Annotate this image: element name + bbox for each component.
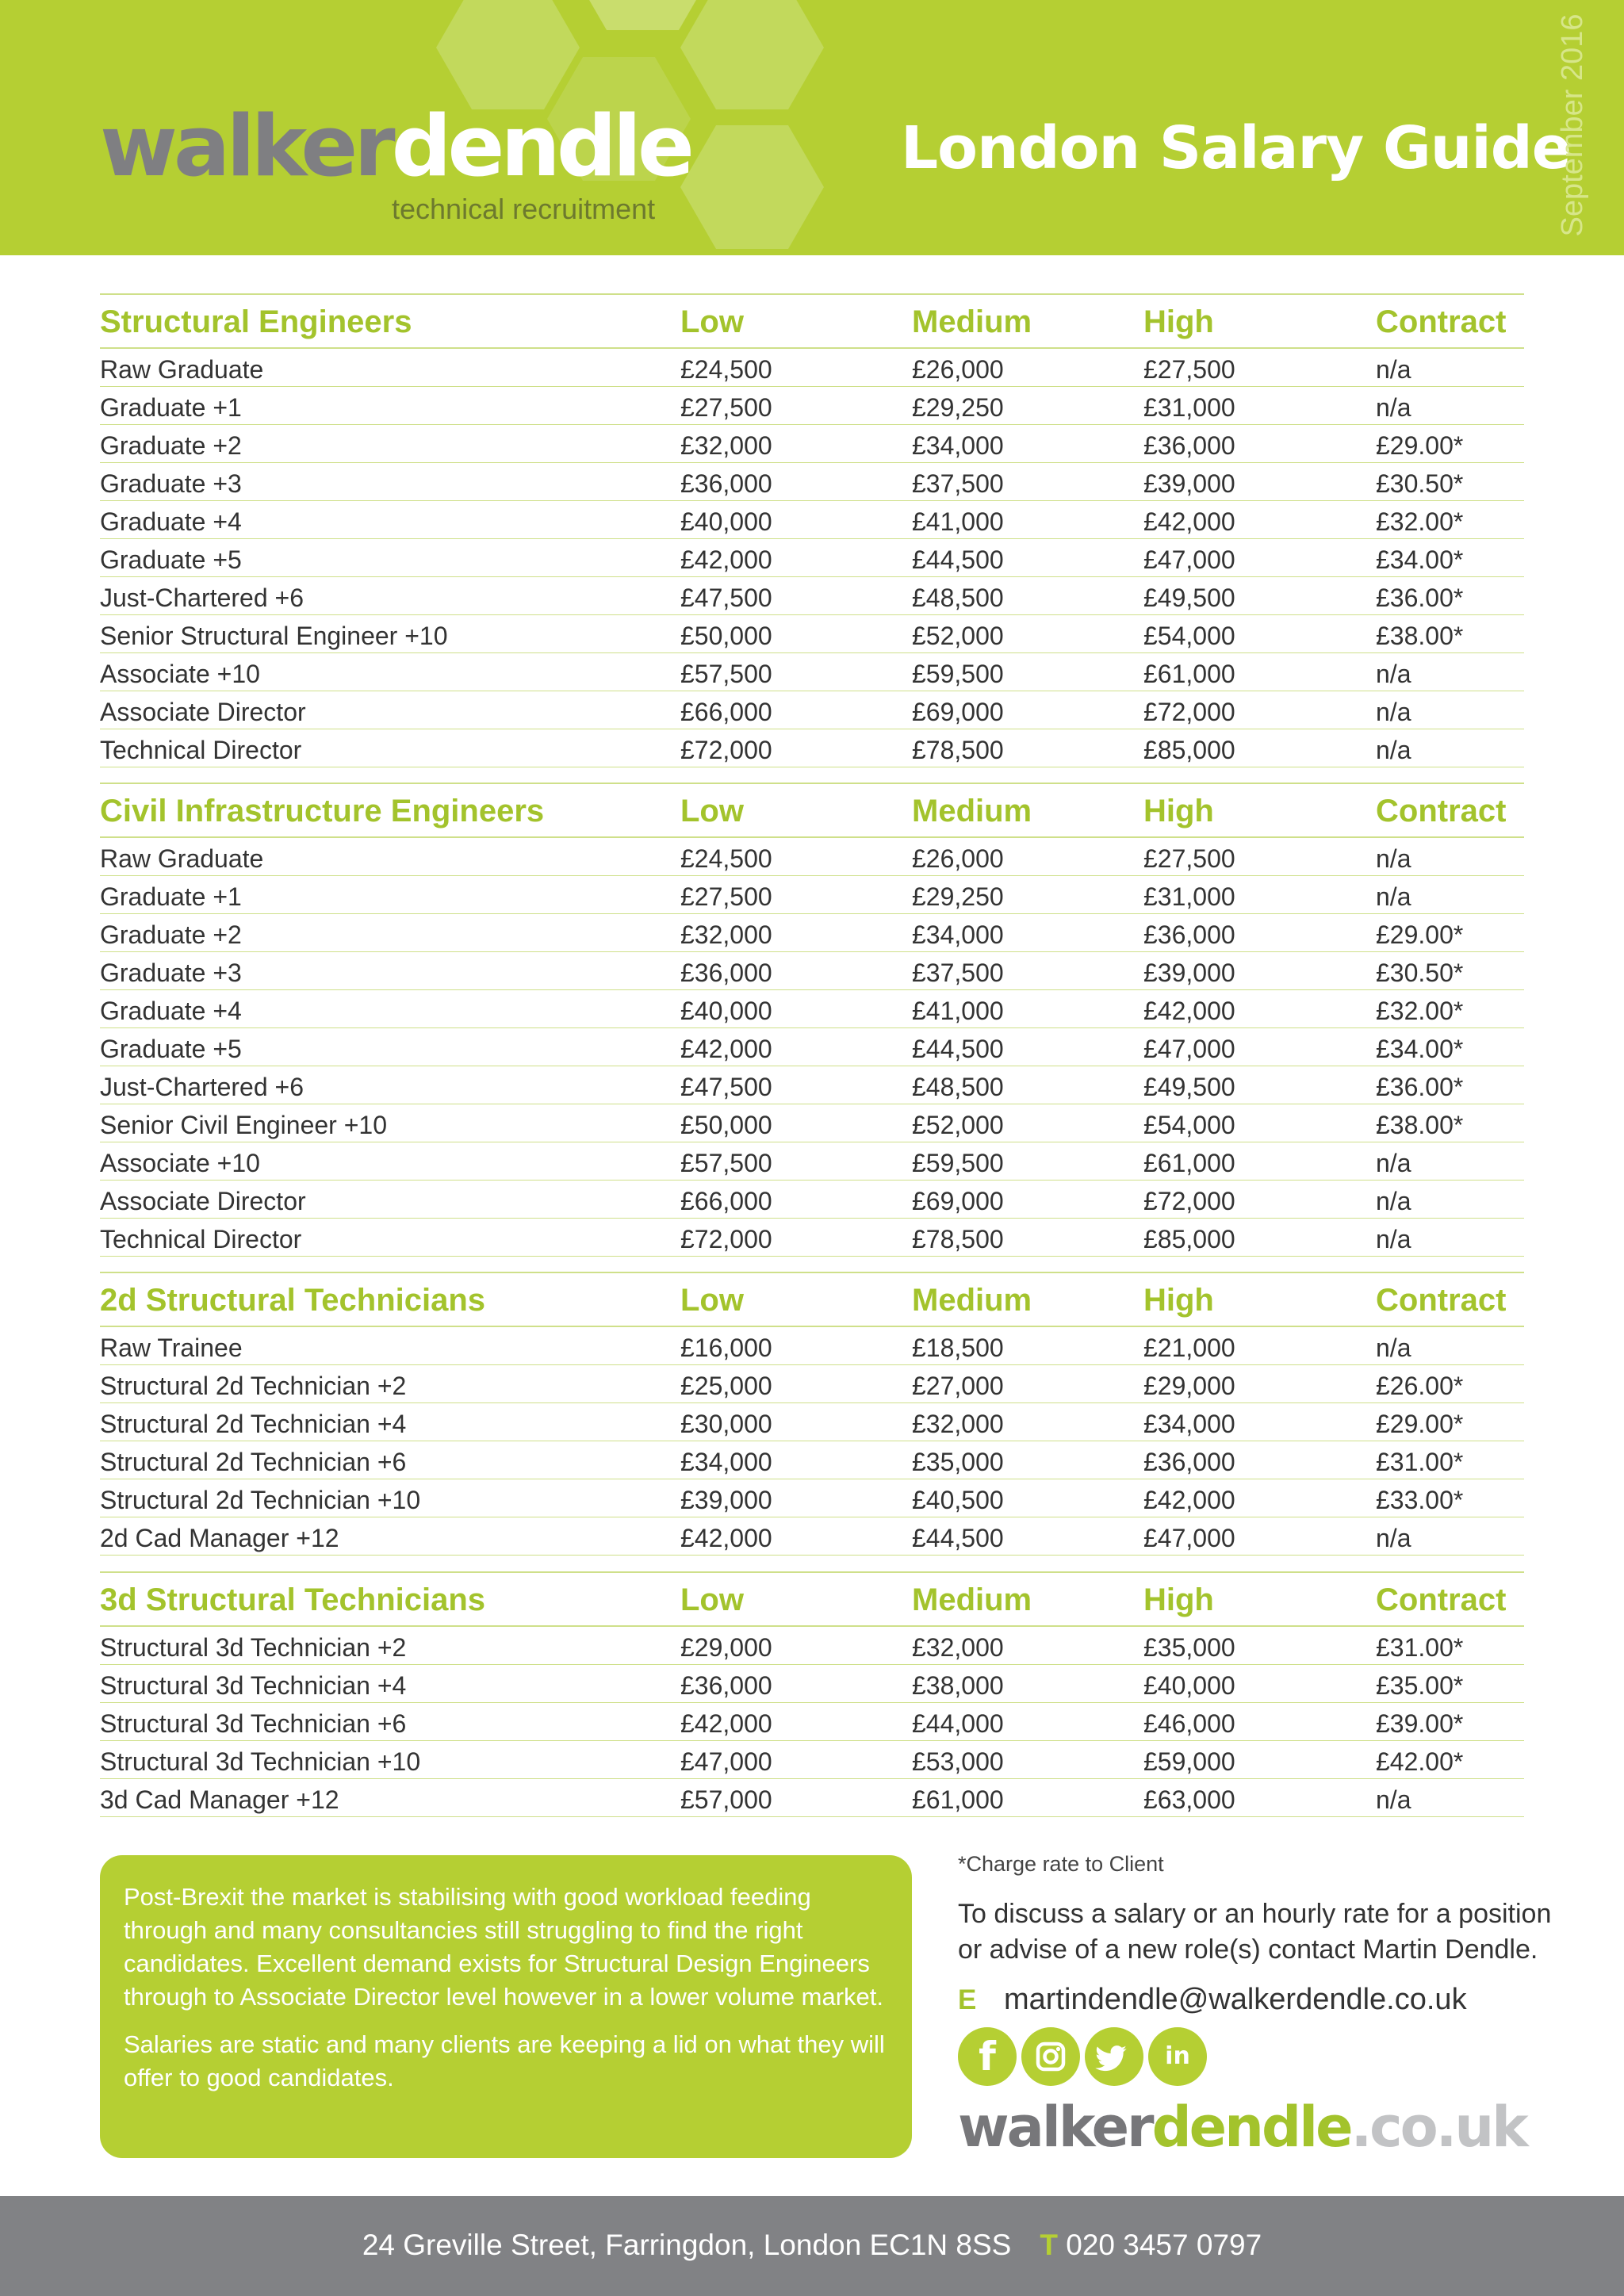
low-cell: £36,000 [680, 469, 772, 498]
site-walker: walker [958, 2095, 1152, 2160]
table-row [100, 463, 1524, 501]
low-cell: £47,500 [680, 1073, 772, 1101]
column-medium: Medium [912, 1582, 1032, 1617]
page-title: London Salary Guide [901, 114, 1571, 182]
low-cell: £39,000 [680, 1486, 772, 1514]
contract-cell: £39.00* [1376, 1709, 1464, 1738]
role-cell: Structural 3d Technician +4 [100, 1671, 407, 1700]
role-cell: Graduate +4 [100, 997, 242, 1025]
medium-cell: £78,500 [912, 736, 1004, 764]
contract-cell: n/a [1376, 698, 1411, 726]
medium-cell: £37,500 [912, 469, 1004, 498]
low-cell: £42,000 [680, 1709, 772, 1738]
role-cell: Graduate +2 [100, 920, 242, 949]
telephone-number[interactable]: 020 3457 0797 [1066, 2229, 1262, 2261]
role-cell: Graduate +5 [100, 1035, 242, 1063]
low-cell: £24,500 [680, 355, 772, 384]
salary-table-structural-engineers [100, 293, 1524, 767]
logo-walker: walker [100, 98, 392, 195]
contract-cell: £29.00* [1376, 920, 1464, 949]
market-commentary-box [100, 1855, 912, 2158]
office-address: 24 Greville Street, Farringdon, London EC1N 8SS [362, 2229, 1012, 2261]
table-row [100, 387, 1524, 425]
low-cell: £32,000 [680, 431, 772, 460]
low-cell: £36,000 [680, 1671, 772, 1700]
medium-cell: £41,000 [912, 507, 1004, 536]
column-contract: Contract [1376, 304, 1507, 339]
role-cell: 2d Cad Manager +12 [100, 1524, 339, 1552]
table-header [100, 1571, 1524, 1627]
high-cell: £27,500 [1143, 844, 1235, 873]
medium-cell: £38,000 [912, 1671, 1004, 1700]
section-title: Structural Engineers [100, 304, 412, 339]
low-cell: £47,000 [680, 1747, 772, 1776]
contract-cell: £38.00* [1376, 622, 1464, 650]
medium-cell: £52,000 [912, 622, 1004, 650]
table-row [100, 1028, 1524, 1066]
high-cell: £21,000 [1143, 1334, 1235, 1362]
column-contract: Contract [1376, 1582, 1507, 1617]
contract-cell: n/a [1376, 736, 1411, 764]
contract-cell: £36.00* [1376, 584, 1464, 612]
column-low: Low [680, 1283, 744, 1318]
high-cell: £47,000 [1143, 545, 1235, 574]
column-medium: Medium [912, 1283, 1032, 1318]
role-cell: Raw Trainee [100, 1334, 243, 1362]
medium-cell: £40,500 [912, 1486, 1004, 1514]
table-row [100, 1104, 1524, 1142]
role-cell: Graduate +2 [100, 431, 242, 460]
low-cell: £32,000 [680, 920, 772, 949]
medium-cell: £32,000 [912, 1410, 1004, 1438]
role-cell: Associate Director [100, 698, 306, 726]
low-cell: £66,000 [680, 698, 772, 726]
facebook-icon[interactable]: f [958, 2027, 1017, 2086]
table-row [100, 1779, 1524, 1817]
contract-cell: £26.00* [1376, 1372, 1464, 1400]
low-cell: £40,000 [680, 507, 772, 536]
medium-cell: £69,000 [912, 698, 1004, 726]
table-header [100, 1272, 1524, 1327]
medium-cell: £18,500 [912, 1334, 1004, 1362]
contract-cell: £29.00* [1376, 431, 1464, 460]
table-row [100, 1327, 1524, 1365]
column-low: Low [680, 794, 744, 828]
role-cell: Graduate +1 [100, 393, 242, 422]
table-row [100, 838, 1524, 876]
role-cell: Associate +10 [100, 1149, 260, 1177]
role-cell: Structural 3d Technician +2 [100, 1633, 407, 1662]
table-row [100, 653, 1524, 691]
medium-cell: £59,500 [912, 660, 1004, 688]
high-cell: £42,000 [1143, 1486, 1235, 1514]
low-cell: £36,000 [680, 959, 772, 987]
high-cell: £85,000 [1143, 1225, 1235, 1253]
page-footer [0, 2196, 1624, 2296]
contract-cell: n/a [1376, 660, 1411, 688]
medium-cell: £34,000 [912, 920, 1004, 949]
table-row [100, 729, 1524, 767]
low-cell: £30,000 [680, 1410, 772, 1438]
table-row [100, 1142, 1524, 1181]
high-cell: £36,000 [1143, 920, 1235, 949]
table-header [100, 293, 1524, 349]
role-cell: Raw Graduate [100, 844, 264, 873]
table-row [100, 1365, 1524, 1403]
low-cell: £27,500 [680, 393, 772, 422]
high-cell: £54,000 [1143, 1111, 1235, 1139]
low-cell: £40,000 [680, 997, 772, 1025]
low-cell: £47,500 [680, 584, 772, 612]
medium-cell: £48,500 [912, 584, 1004, 612]
medium-cell: £44,500 [912, 1035, 1004, 1063]
column-low: Low [680, 1582, 744, 1617]
role-cell: Structural 2d Technician +2 [100, 1372, 407, 1400]
low-cell: £24,500 [680, 844, 772, 873]
column-medium: Medium [912, 794, 1032, 828]
table-row [100, 952, 1524, 990]
site-dendle: dendle [1151, 2095, 1351, 2160]
contract-cell: £31.00* [1376, 1633, 1464, 1662]
contract-cell: n/a [1376, 1225, 1411, 1253]
role-cell: Just-Chartered +6 [100, 584, 304, 612]
brand-tagline: technical recruitment [392, 193, 656, 225]
column-contract: Contract [1376, 794, 1507, 828]
table-row [100, 501, 1524, 539]
medium-cell: £29,250 [912, 882, 1004, 911]
high-cell: £34,000 [1143, 1410, 1235, 1438]
low-cell: £57,500 [680, 1149, 772, 1177]
low-cell: £57,500 [680, 660, 772, 688]
column-low: Low [680, 304, 744, 339]
table-row [100, 425, 1524, 463]
low-cell: £42,000 [680, 1035, 772, 1063]
high-cell: £29,000 [1143, 1372, 1235, 1400]
footer-contact-line [0, 2228, 1624, 2263]
table-header [100, 783, 1524, 838]
table-row [100, 1066, 1524, 1104]
contract-cell: n/a [1376, 1524, 1411, 1552]
low-cell: £42,000 [680, 1524, 772, 1552]
high-cell: £72,000 [1143, 1187, 1235, 1215]
medium-cell: £69,000 [912, 1187, 1004, 1215]
high-cell: £36,000 [1143, 431, 1235, 460]
table-row [100, 1665, 1524, 1703]
instagram-icon[interactable] [1021, 2027, 1080, 2086]
contract-cell: n/a [1376, 844, 1411, 873]
section-title: 2d Structural Technicians [100, 1283, 486, 1318]
contract-cell: £42.00* [1376, 1747, 1464, 1776]
contract-cell: £31.00* [1376, 1448, 1464, 1476]
medium-cell: £61,000 [912, 1785, 1004, 1814]
contract-cell: £34.00* [1376, 545, 1464, 574]
role-cell: Graduate +1 [100, 882, 242, 911]
medium-cell: £44,500 [912, 545, 1004, 574]
contract-cell: £36.00* [1376, 1073, 1464, 1101]
role-cell: Raw Graduate [100, 355, 264, 384]
role-cell: Technical Director [100, 1225, 302, 1253]
table-row [100, 349, 1524, 387]
medium-cell: £59,500 [912, 1149, 1004, 1177]
medium-cell: £35,000 [912, 1448, 1004, 1476]
high-cell: £49,500 [1143, 584, 1235, 612]
medium-cell: £29,250 [912, 393, 1004, 422]
contract-cell: n/a [1376, 1785, 1411, 1814]
role-cell: Structural 2d Technician +6 [100, 1448, 407, 1476]
column-high: High [1143, 304, 1214, 339]
medium-cell: £26,000 [912, 844, 1004, 873]
contract-cell: £33.00* [1376, 1486, 1464, 1514]
commentary-paragraph: Post-Brexit the market is stabilising with good workload feeding through and many consultancies still struggling to find the right candidates. Excellent demand exists for Structural Design Engineers through to Associate Director level however in a lower volume market. [124, 1883, 883, 2011]
high-cell: £31,000 [1143, 393, 1235, 422]
high-cell: £72,000 [1143, 698, 1235, 726]
high-cell: £36,000 [1143, 1448, 1235, 1476]
high-cell: £61,000 [1143, 660, 1235, 688]
column-contract: Contract [1376, 1283, 1507, 1318]
contact-text: To discuss a salary or an hourly rate for a position or advise of a new role(s) contact Martin Dendle. [958, 1899, 1552, 1965]
salary-table-civil-infrastructure-engineers [100, 783, 1524, 1257]
low-cell: £57,000 [680, 1785, 772, 1814]
contract-cell: £29.00* [1376, 1410, 1464, 1438]
logo-dendle: dendle [391, 98, 691, 195]
low-cell: £72,000 [680, 736, 772, 764]
medium-cell: £26,000 [912, 355, 1004, 384]
high-cell: £39,000 [1143, 959, 1235, 987]
low-cell: £25,000 [680, 1372, 772, 1400]
high-cell: £40,000 [1143, 1671, 1235, 1700]
table-row [100, 1627, 1524, 1665]
role-cell: 3d Cad Manager +12 [100, 1785, 339, 1814]
contract-cell: n/a [1376, 882, 1411, 911]
column-high: High [1143, 1582, 1214, 1617]
column-high: High [1143, 794, 1214, 828]
table-row [100, 577, 1524, 615]
high-cell: £61,000 [1143, 1149, 1235, 1177]
page-header [0, 0, 1624, 255]
column-medium: Medium [912, 304, 1032, 339]
table-row [100, 1741, 1524, 1779]
medium-cell: £32,000 [912, 1633, 1004, 1662]
website-logo[interactable] [958, 2095, 1526, 2160]
table-row [100, 1441, 1524, 1479]
medium-cell: £44,000 [912, 1709, 1004, 1738]
contract-cell: £32.00* [1376, 997, 1464, 1025]
contract-cell: n/a [1376, 393, 1411, 422]
high-cell: £54,000 [1143, 622, 1235, 650]
contract-cell: £34.00* [1376, 1035, 1464, 1063]
table-row [100, 1181, 1524, 1219]
salary-table-2d-structural-technicians [100, 1272, 1524, 1556]
medium-cell: £52,000 [912, 1111, 1004, 1139]
role-cell: Graduate +3 [100, 959, 242, 987]
low-cell: £72,000 [680, 1225, 772, 1253]
high-cell: £47,000 [1143, 1524, 1235, 1552]
table-row [100, 539, 1524, 577]
column-high: High [1143, 1283, 1214, 1318]
role-cell: Structural 2d Technician +4 [100, 1410, 407, 1438]
table-row [100, 1219, 1524, 1257]
role-cell: Graduate +3 [100, 469, 242, 498]
medium-cell: £34,000 [912, 431, 1004, 460]
role-cell: Associate Director [100, 1187, 306, 1215]
table-row [100, 1517, 1524, 1556]
role-cell: Graduate +5 [100, 545, 242, 574]
medium-cell: £27,000 [912, 1372, 1004, 1400]
table-row [100, 876, 1524, 914]
role-cell: Structural 3d Technician +6 [100, 1709, 407, 1738]
linkedin-icon[interactable]: in [1148, 2027, 1207, 2086]
table-row [100, 990, 1524, 1028]
high-cell: £46,000 [1143, 1709, 1235, 1738]
role-cell: Associate +10 [100, 660, 260, 688]
medium-cell: £48,500 [912, 1073, 1004, 1101]
brand-logo [100, 98, 691, 195]
high-cell: £47,000 [1143, 1035, 1235, 1063]
contract-cell: £32.00* [1376, 507, 1464, 536]
high-cell: £35,000 [1143, 1633, 1235, 1662]
low-cell: £16,000 [680, 1334, 772, 1362]
contract-cell: £30.50* [1376, 469, 1464, 498]
high-cell: £42,000 [1143, 507, 1235, 536]
charge-rate-footnote: *Charge rate to Client [958, 1852, 1164, 1876]
table-row [100, 1479, 1524, 1517]
high-cell: £85,000 [1143, 736, 1235, 764]
role-cell: Graduate +4 [100, 507, 242, 536]
table-row [100, 914, 1524, 952]
low-cell: £42,000 [680, 545, 772, 574]
role-cell: Technical Director [100, 736, 302, 764]
high-cell: £63,000 [1143, 1785, 1235, 1814]
role-cell: Senior Civil Engineer +10 [100, 1111, 387, 1139]
edition-date: September 2016 [1556, 13, 1589, 237]
low-cell: £50,000 [680, 1111, 772, 1139]
low-cell: £50,000 [680, 622, 772, 650]
twitter-icon[interactable] [1085, 2027, 1143, 2086]
section-title: Civil Infrastructure Engineers [100, 794, 545, 828]
medium-cell: £53,000 [912, 1747, 1004, 1776]
role-cell: Structural 2d Technician +10 [100, 1486, 421, 1514]
contract-cell: n/a [1376, 1149, 1411, 1177]
contract-cell: n/a [1376, 1334, 1411, 1362]
low-cell: £66,000 [680, 1187, 772, 1215]
contract-cell: £30.50* [1376, 959, 1464, 987]
role-cell: Senior Structural Engineer +10 [100, 622, 448, 650]
salary-table-3d-structural-technicians [100, 1571, 1524, 1817]
telephone-label: T [1040, 2229, 1058, 2261]
medium-cell: £41,000 [912, 997, 1004, 1025]
medium-cell: £44,500 [912, 1524, 1004, 1552]
low-cell: £27,500 [680, 882, 772, 911]
role-cell: Just-Chartered +6 [100, 1073, 304, 1101]
medium-cell: £37,500 [912, 959, 1004, 987]
high-cell: £31,000 [1143, 882, 1235, 911]
contract-cell: n/a [1376, 1187, 1411, 1215]
role-cell: Structural 3d Technician +10 [100, 1747, 421, 1776]
high-cell: £59,000 [1143, 1747, 1235, 1776]
high-cell: £27,500 [1143, 355, 1235, 384]
email-link[interactable]: martindendle@walkerdendle.co.uk [1004, 1983, 1467, 2016]
table-row [100, 1703, 1524, 1741]
high-cell: £39,000 [1143, 469, 1235, 498]
low-cell: £29,000 [680, 1633, 772, 1662]
high-cell: £49,500 [1143, 1073, 1235, 1101]
email-label: E [958, 1984, 977, 2015]
section-title: 3d Structural Technicians [100, 1582, 486, 1617]
medium-cell: £78,500 [912, 1225, 1004, 1253]
commentary-paragraph: Salaries are static and many clients are keeping a lid on what they will offer to good candidates. [124, 2030, 885, 2091]
contract-cell: £38.00* [1376, 1111, 1464, 1139]
contract-cell: n/a [1376, 355, 1411, 384]
low-cell: £34,000 [680, 1448, 772, 1476]
table-row [100, 615, 1524, 653]
table-row [100, 691, 1524, 729]
site-domain: .co.uk [1350, 2095, 1526, 2160]
contract-cell: £35.00* [1376, 1671, 1464, 1700]
table-row [100, 1403, 1524, 1441]
high-cell: £42,000 [1143, 997, 1235, 1025]
